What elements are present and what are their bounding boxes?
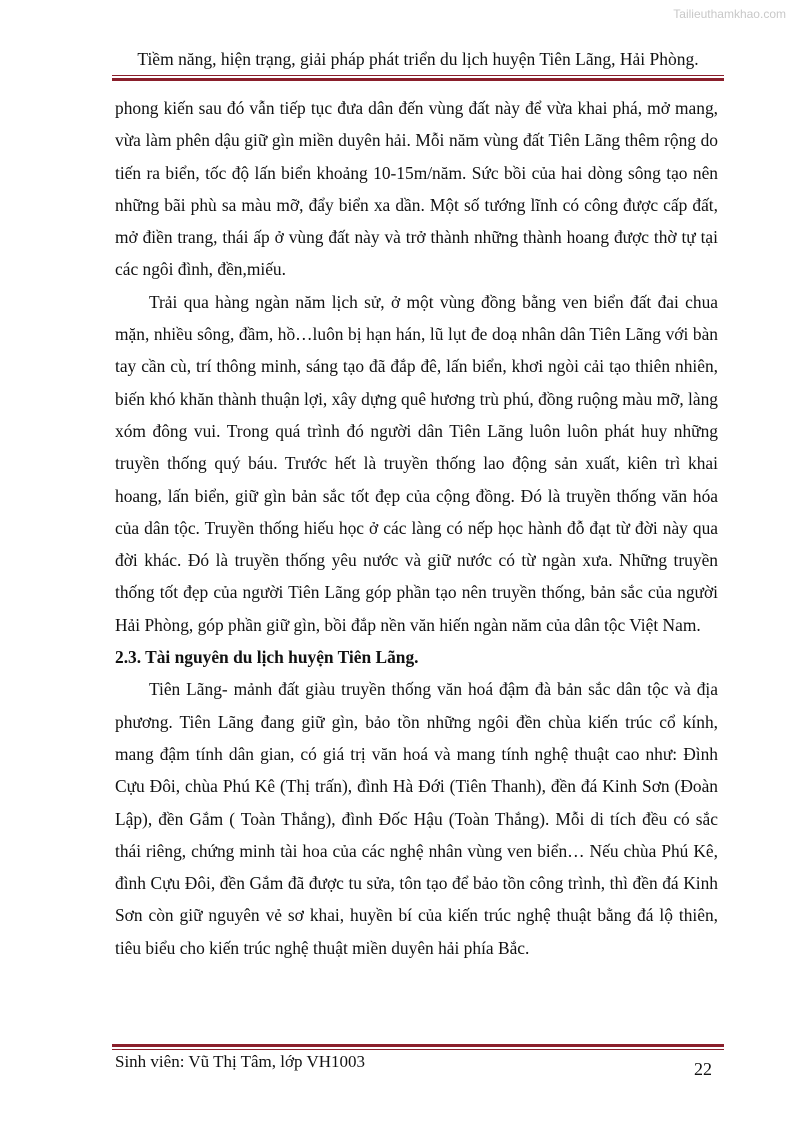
document-body: [115, 92, 718, 964]
footer-author: Sinh viên: Vũ Thị Tâm, lớp VH1003: [115, 1052, 365, 1071]
paragraph-1: phong kiến sau đó vẫn tiếp tục đưa dân đến vùng đất này để vừa khai phá, mở mang, vừa làm phên dậu giữ gìn miền duyên hải. Mỗi năm vùng đất Tiên Lãng thêm rộng do tiến ra biển, tốc độ lấn biển khoảng 10-15m/năm. Sức bồi của hai dòng sông tạo nên những bãi phù sa màu mỡ, đẩy biển xa dần. Một số tướng lĩnh có công được cấp đất, mở điền trang, thái ấp ở vùng đất này và trở thành những thành hoang được thờ tự tại các ngôi đình, đền,miếu.: [115, 98, 718, 280]
watermark-text: Tailieuthamkhao.com: [673, 7, 786, 21]
page-header-title: Tiềm năng, hiện trạng, giải pháp phát triển du lịch huyện Tiên Lãng, Hải Phòng.: [137, 49, 699, 69]
header-rule-thick: [112, 78, 724, 81]
page-number: 22: [694, 1059, 712, 1079]
paragraph-2: Trải qua hàng ngàn năm lịch sử, ở một vùng đồng bằng ven biển đất đai chua mặn, nhiều sông, đầm, hồ…luôn bị hạn hán, lũ lụt đe doạ nhân dân Tiên Lãng với bàn tay cần cù, trí thông minh, sáng tạo đã đắp đê, lấn biển, khơi ngòi cải tạo thiên nhiên, biến khó khăn thành thuận lợi, xây dựng quê hương trù phú, đồng ruộng màu mỡ, làng xóm đông vui. Trong quá trình đó người dân Tiên Lãng luôn luôn phát huy những truyền thống quý báu. Trước hết là truyền thống lao động sản xuất, kiên trì khai hoang, lấn biển, giữ gìn bản sắc tốt đẹp của cộng đồng. Đó là truyền thống văn hóa của dân tộc. Truyền thống hiếu học ở các làng có nếp học hành đỗ đạt từ đời này qua đời khác. Đó là truyền thống yêu nước và giữ nước có từ ngàn xưa. Những truyền thống tốt đẹp của người Tiên Lãng góp phần tạo nên truyền thống, bản sắc của người Hải Phòng, góp phần giữ gìn, bồi đắp nền văn hiến ngàn năm của dân tộc Việt Nam.: [115, 291, 718, 635]
footer-rule-thin: [112, 1049, 724, 1050]
header-rule-thin: [112, 75, 724, 76]
footer-rule-thick: [112, 1044, 724, 1047]
section-heading: 2.3. Tài nguyên du lịch huyện Tiên Lãng.: [115, 647, 419, 668]
paragraph-3: Tiên Lãng- mảnh đất giàu truyền thống văn hoá đậm đà bản sắc dân tộc và địa phương. Tiên Lãng đang giữ gìn, bảo tồn những ngôi đền chùa kiến trúc cổ kính, mang đậm tính dân gian, có giá trị văn hoá và mang tính nghệ thuật cao như: Đình Cựu Đôi, chùa Phú Kê (Thị trấn), đình Hà Đới (Tiên Thanh), đền đá Kinh Sơn (Đoàn Lập), đền Gắm ( Toàn Thắng), đình Đốc Hậu (Toàn Thắng). Mỗi di tích đều có sắc thái riêng, chứng minh tài hoa của các nghệ nhân vùng ven biển… Nếu chùa Phú Kê, đình Cựu Đôi, đền Gắm đã được tu sửa, tôn tạo để bảo tồn công trình, thì đền đá Kinh Sơn còn giữ nguyên vẻ sơ khai, huyền bí của kiến trúc nghệ thuật bằng đá lộ thiên, tiêu biểu cho kiến trúc nghệ thuật miền duyên hải phía Bắc.: [115, 679, 718, 958]
